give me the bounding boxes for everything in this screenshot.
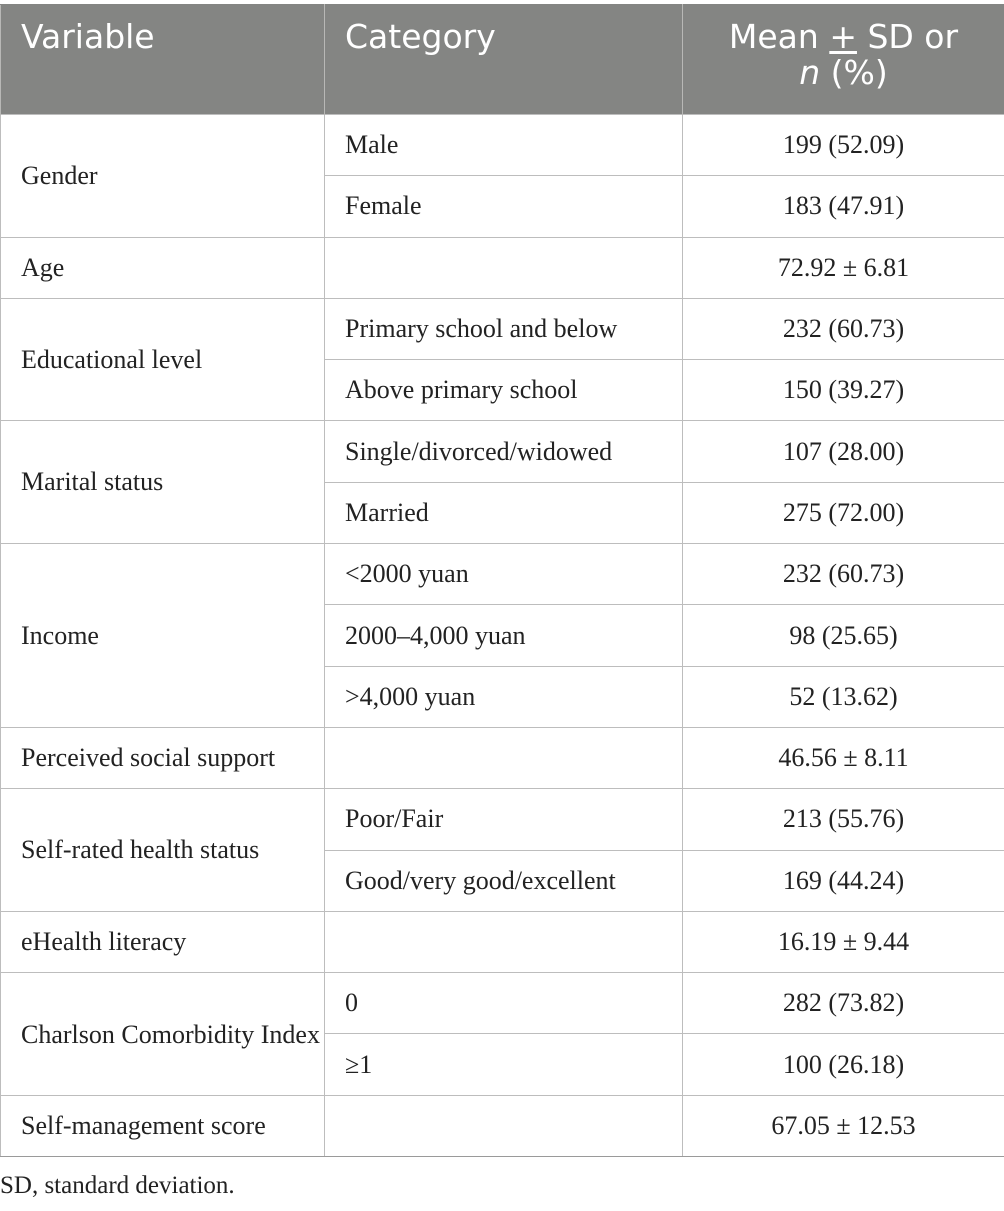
header-n: n bbox=[799, 53, 821, 92]
header-plus-minus: + bbox=[829, 17, 857, 56]
value-cell: 275 (72.00) bbox=[683, 482, 1004, 543]
category-cell: Married bbox=[325, 482, 683, 543]
variable-cell: Educational level bbox=[1, 298, 325, 421]
variable-cell: eHealth literacy bbox=[1, 911, 325, 972]
table-row bbox=[1, 237, 1004, 298]
table-row bbox=[1, 1095, 1004, 1156]
value-cell: 46.56 ± 8.11 bbox=[683, 727, 1004, 788]
category-cell bbox=[325, 1095, 683, 1156]
header-mean-sd bbox=[683, 5, 1004, 115]
header-variable: Variable bbox=[1, 5, 325, 115]
category-cell: Primary school and below bbox=[325, 298, 683, 359]
variable-cell: Gender bbox=[1, 115, 325, 238]
value-cell: 232 (60.73) bbox=[683, 298, 1004, 359]
table-row bbox=[1, 421, 1004, 482]
category-cell: <2000 yuan bbox=[325, 544, 683, 605]
value-cell: 107 (28.00) bbox=[683, 421, 1004, 482]
table-row bbox=[1, 727, 1004, 788]
table-row bbox=[1, 115, 1004, 176]
value-cell: 100 (26.18) bbox=[683, 1034, 1004, 1095]
category-cell bbox=[325, 727, 683, 788]
variable-cell: Self-rated health status bbox=[1, 789, 325, 912]
value-cell: 16.19 ± 9.44 bbox=[683, 911, 1004, 972]
header-row bbox=[1, 5, 1004, 115]
value-cell: 232 (60.73) bbox=[683, 544, 1004, 605]
category-cell: Female bbox=[325, 176, 683, 237]
variable-cell: Age bbox=[1, 237, 325, 298]
category-cell: ≥1 bbox=[325, 1034, 683, 1095]
value-cell: 199 (52.09) bbox=[683, 115, 1004, 176]
category-cell: 2000–4,000 yuan bbox=[325, 605, 683, 666]
value-cell: 213 (55.76) bbox=[683, 789, 1004, 850]
variable-cell: Marital status bbox=[1, 421, 325, 544]
table-row bbox=[1, 298, 1004, 359]
category-cell: Good/very good/excellent bbox=[325, 850, 683, 911]
category-cell: Single/divorced/widowed bbox=[325, 421, 683, 482]
header-percent: (%) bbox=[820, 53, 888, 92]
value-cell: 150 (39.27) bbox=[683, 360, 1004, 421]
category-cell: 0 bbox=[325, 973, 683, 1034]
value-cell: 282 (73.82) bbox=[683, 973, 1004, 1034]
table-body bbox=[1, 115, 1004, 1157]
header-mean-suffix: SD or bbox=[856, 17, 959, 56]
table-footnote: SD, standard deviation. bbox=[0, 1172, 235, 1199]
table-row bbox=[1, 789, 1004, 850]
variable-cell: Self-management score bbox=[1, 1095, 325, 1156]
variable-cell: Perceived social support bbox=[1, 727, 325, 788]
table-row bbox=[1, 973, 1004, 1034]
value-cell: 169 (44.24) bbox=[683, 850, 1004, 911]
value-cell: 67.05 ± 12.53 bbox=[683, 1095, 1004, 1156]
value-cell: 52 (13.62) bbox=[683, 666, 1004, 727]
category-cell bbox=[325, 911, 683, 972]
category-cell: Male bbox=[325, 115, 683, 176]
table-row bbox=[1, 544, 1004, 605]
variable-cell: Income bbox=[1, 544, 325, 728]
value-cell: 72.92 ± 6.81 bbox=[683, 237, 1004, 298]
table-row bbox=[1, 911, 1004, 972]
category-cell: Above primary school bbox=[325, 360, 683, 421]
table-header bbox=[1, 5, 1004, 115]
header-mean-prefix: Mean bbox=[728, 17, 830, 56]
category-cell: Poor/Fair bbox=[325, 789, 683, 850]
category-cell: >4,000 yuan bbox=[325, 666, 683, 727]
header-category: Category bbox=[325, 5, 683, 115]
value-cell: 183 (47.91) bbox=[683, 176, 1004, 237]
variable-cell: Charlson Comorbidity Index bbox=[1, 973, 325, 1096]
category-cell bbox=[325, 237, 683, 298]
value-cell: 98 (25.65) bbox=[683, 605, 1004, 666]
descriptive-statistics-table bbox=[0, 4, 1004, 1157]
